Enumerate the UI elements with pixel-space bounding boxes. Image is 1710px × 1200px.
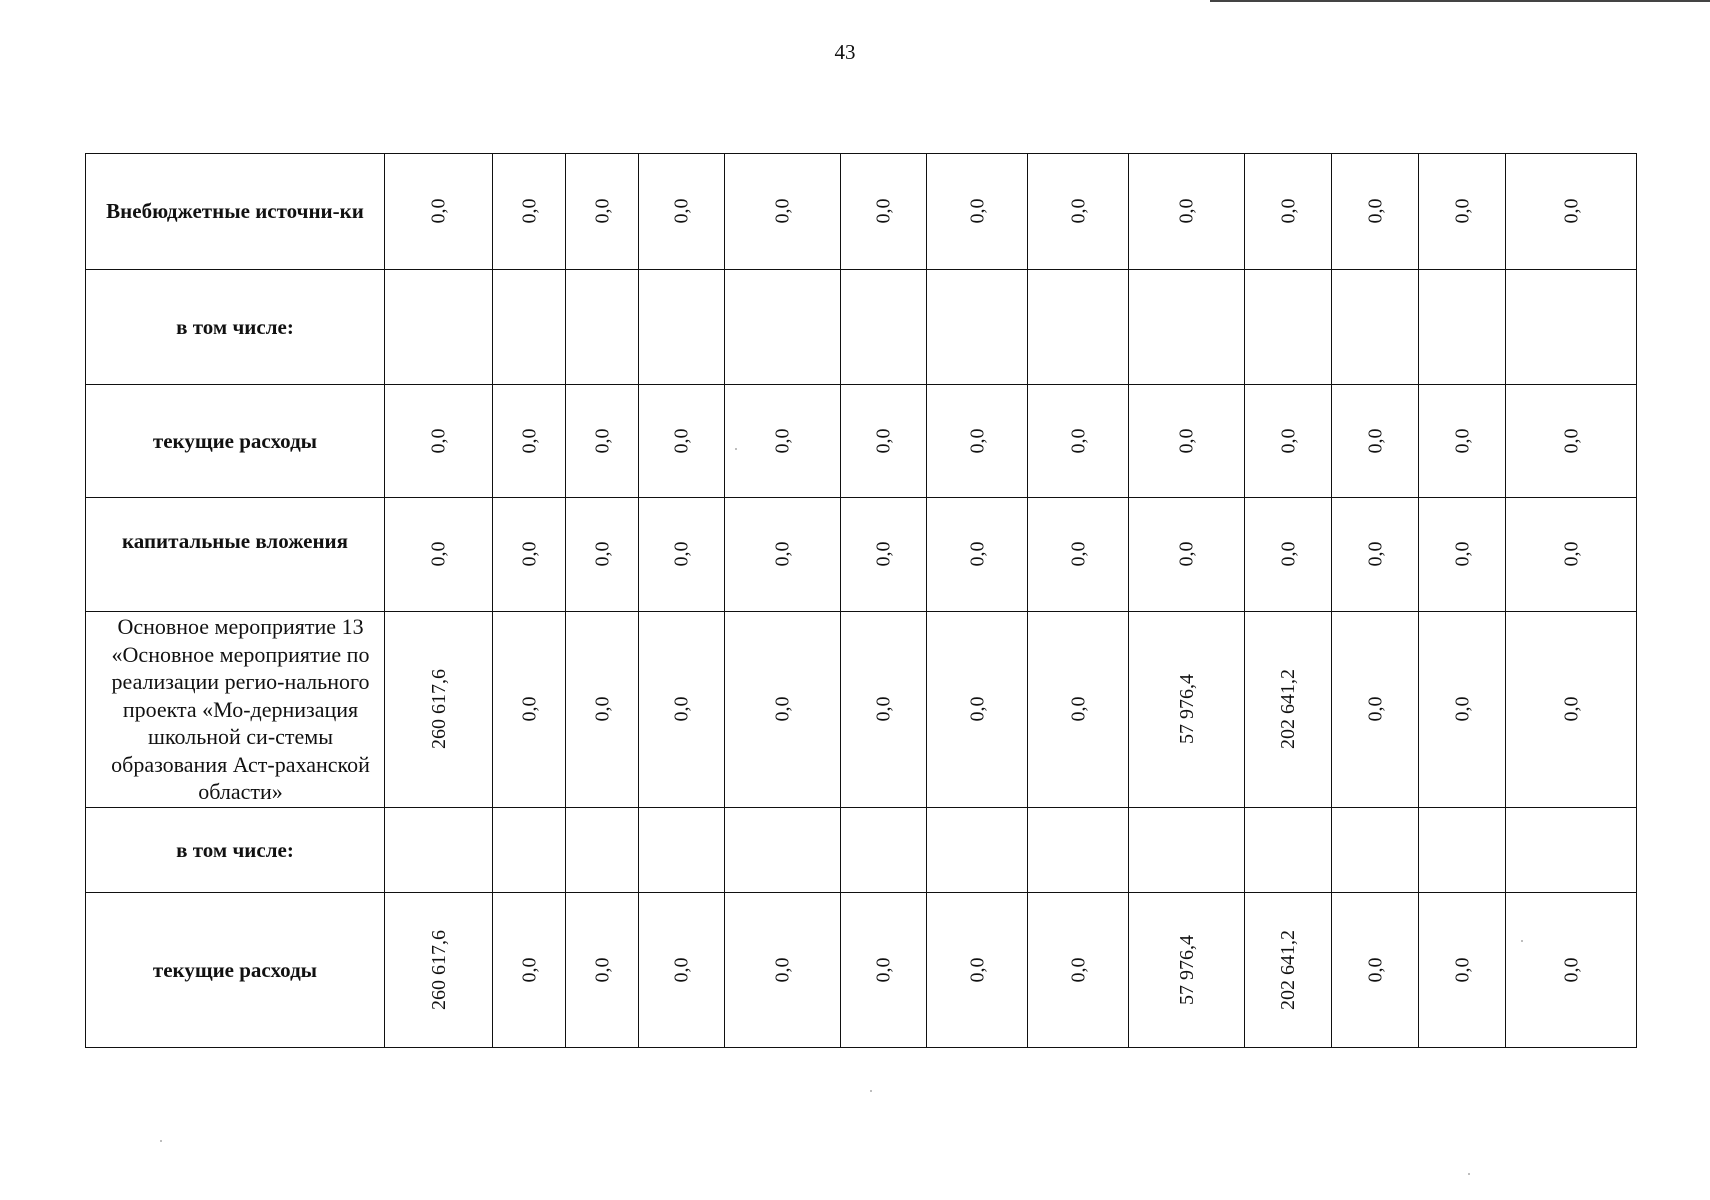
cell-value: 0,0 [1277,198,1299,224]
cell-value: 0,0 [518,957,540,982]
cell-value: 0,0 [1451,198,1473,224]
value-cell [566,385,639,498]
table-row [86,385,1637,498]
cell-value: 0,0 [518,198,540,224]
cell-value: 0,0 [518,428,540,453]
cell-value: 0,0 [670,541,693,567]
cell-value: 57 976,4 [1175,674,1198,744]
value-cell [1332,893,1419,1048]
cell-value: 0,0 [1175,198,1198,224]
cell-value: 0,0 [1067,696,1089,722]
cell-value: 0,0 [670,696,693,722]
value-cell [841,385,927,498]
value-cell [493,808,566,893]
row-label: текущие расходы [86,893,385,1048]
cell-value: 0,0 [1560,198,1582,224]
cell-value: 0,0 [1277,541,1299,567]
value-cell [1506,154,1637,270]
value-cell [725,154,841,270]
value-cell [927,385,1028,498]
value-cell [1419,385,1506,498]
value-cell [1419,498,1506,612]
cell-value: 0,0 [771,428,794,453]
cell-value: 0,0 [771,957,794,982]
value-cell [1332,154,1419,270]
cell-value: 0,0 [771,541,794,567]
budget-table [85,153,1637,1048]
value-cell [725,385,841,498]
cell-value: 0,0 [1364,696,1386,722]
cell-value: 0,0 [591,957,613,982]
cell-value: 260 617,6 [427,669,450,749]
cell-value: 202 641,2 [1277,669,1299,749]
value-cell [841,808,927,893]
value-cell [725,270,841,385]
table-row [86,498,1637,612]
value-cell [1028,498,1129,612]
value-cell [841,154,927,270]
cell-value: 0,0 [427,198,450,224]
value-cell [1506,385,1637,498]
value-cell [725,808,841,893]
value-cell [1245,270,1332,385]
value-cell [725,498,841,612]
value-cell [385,498,493,612]
table-row [86,154,1637,270]
value-cell [1419,893,1506,1048]
value-cell [639,808,725,893]
cell-value: 0,0 [771,198,794,224]
row-label: в том числе: [86,808,385,893]
cell-value: 0,0 [1560,957,1582,982]
cell-value: 0,0 [591,198,613,224]
cell-value: 0,0 [1067,957,1089,982]
cell-value: 0,0 [591,428,613,453]
cell-value: 0,0 [771,696,794,722]
cell-value: 0,0 [670,957,693,982]
value-cell [927,498,1028,612]
cell-value: 0,0 [518,696,540,722]
scan-edge-line [1210,0,1710,2]
row-label: текущие расходы [86,385,385,498]
cell-value: 202 641,2 [1277,929,1299,1010]
cell-value: 0,0 [670,428,693,453]
row-label: капитальные вложения [86,498,385,612]
value-cell [1419,270,1506,385]
row-label: Внебюджетные источни-ки [86,154,385,270]
value-cell [1506,893,1637,1048]
cell-value: 0,0 [1451,957,1473,982]
value-cell [385,385,493,498]
value-cell [493,154,566,270]
cell-value: 0,0 [1067,198,1089,224]
value-cell [1245,893,1332,1048]
value-cell [566,270,639,385]
cell-value: 0,0 [872,428,895,453]
value-cell [1245,612,1332,808]
cell-value: 0,0 [1364,198,1386,224]
value-cell [566,893,639,1048]
value-cell [1332,498,1419,612]
value-cell [1028,808,1129,893]
cell-value: 0,0 [872,696,895,722]
value-cell [1332,270,1419,385]
value-cell [566,154,639,270]
cell-value: 0,0 [872,541,895,567]
cell-value: 260 617,6 [427,929,450,1010]
cell-value: 0,0 [591,696,613,722]
table-row [86,808,1637,893]
value-cell [927,893,1028,1048]
cell-value: 0,0 [966,541,988,567]
cell-value: 0,0 [966,957,988,982]
value-cell [493,385,566,498]
value-cell [1129,808,1245,893]
value-cell [1419,808,1506,893]
value-cell [1028,270,1129,385]
value-cell [1245,808,1332,893]
value-cell [1506,498,1637,612]
cell-value: 0,0 [1560,541,1582,567]
value-cell [1506,612,1637,808]
value-cell [927,270,1028,385]
value-cell [1028,385,1129,498]
cell-value: 0,0 [1451,696,1473,722]
value-cell [639,498,725,612]
value-cell [841,498,927,612]
cell-value: 0,0 [966,428,988,453]
value-cell [841,270,927,385]
value-cell [639,612,725,808]
value-cell [566,808,639,893]
value-cell [1129,154,1245,270]
value-cell [493,270,566,385]
cell-value: 0,0 [1560,428,1582,453]
value-cell [639,385,725,498]
scan-speck [1521,940,1523,942]
scan-speck [735,448,737,450]
cell-value: 0,0 [427,428,450,453]
cell-value: 0,0 [1560,696,1582,722]
cell-value: 0,0 [1067,428,1089,453]
cell-value: 0,0 [872,957,895,982]
value-cell [1245,385,1332,498]
value-cell [385,270,493,385]
value-cell [1129,270,1245,385]
cell-value: 0,0 [1451,541,1473,567]
value-cell [1245,154,1332,270]
value-cell [1332,808,1419,893]
value-cell [1245,498,1332,612]
cell-value: 0,0 [1277,428,1299,453]
cell-value: 0,0 [427,541,450,567]
value-cell [1506,808,1637,893]
cell-value: 0,0 [1451,428,1473,453]
value-cell [725,893,841,1048]
value-cell [1332,385,1419,498]
value-cell [385,612,493,808]
value-cell [385,893,493,1048]
cell-value: 0,0 [670,198,693,224]
value-cell [927,808,1028,893]
table-row [86,612,1637,808]
table-row [86,893,1637,1048]
value-cell [725,612,841,808]
value-cell [1028,154,1129,270]
value-cell [1129,612,1245,808]
cell-value: 0,0 [872,198,895,224]
cell-value: 0,0 [1364,541,1386,567]
scan-speck [870,1090,872,1092]
row-label: в том числе: [86,270,385,385]
value-cell [1129,498,1245,612]
value-cell [566,612,639,808]
value-cell [1129,385,1245,498]
cell-value: 0,0 [591,541,613,567]
value-cell [639,893,725,1048]
cell-value: 0,0 [518,541,540,567]
value-cell [639,270,725,385]
value-cell [1419,154,1506,270]
cell-value: 0,0 [966,696,988,722]
value-cell [1028,893,1129,1048]
table-row [86,270,1637,385]
scan-speck [160,1140,162,1142]
value-cell [1129,893,1245,1048]
cell-value: 0,0 [966,198,988,224]
cell-value: 57 976,4 [1175,934,1198,1005]
cell-value: 0,0 [1364,957,1386,982]
value-cell [639,154,725,270]
cell-value: 0,0 [1175,541,1198,567]
value-cell [927,612,1028,808]
cell-value: 0,0 [1067,541,1089,567]
value-cell [385,154,493,270]
value-cell [841,893,927,1048]
value-cell [385,808,493,893]
value-cell [841,612,927,808]
value-cell [1419,612,1506,808]
value-cell [1028,612,1129,808]
cell-value: 0,0 [1364,428,1386,453]
page-number: 43 [834,40,856,64]
row-label: Основное мероприятие 13 «Основное мероприятие по реализации регио-нального проекта «Мо-дернизация школьной си-стемы образования Аст-раханской области» [86,612,385,808]
value-cell [1506,270,1637,385]
scan-speck [1468,1173,1470,1175]
value-cell [566,498,639,612]
cell-value: 0,0 [1175,428,1198,453]
value-cell [493,498,566,612]
value-cell [927,154,1028,270]
value-cell [493,612,566,808]
value-cell [1332,612,1419,808]
value-cell [493,893,566,1048]
